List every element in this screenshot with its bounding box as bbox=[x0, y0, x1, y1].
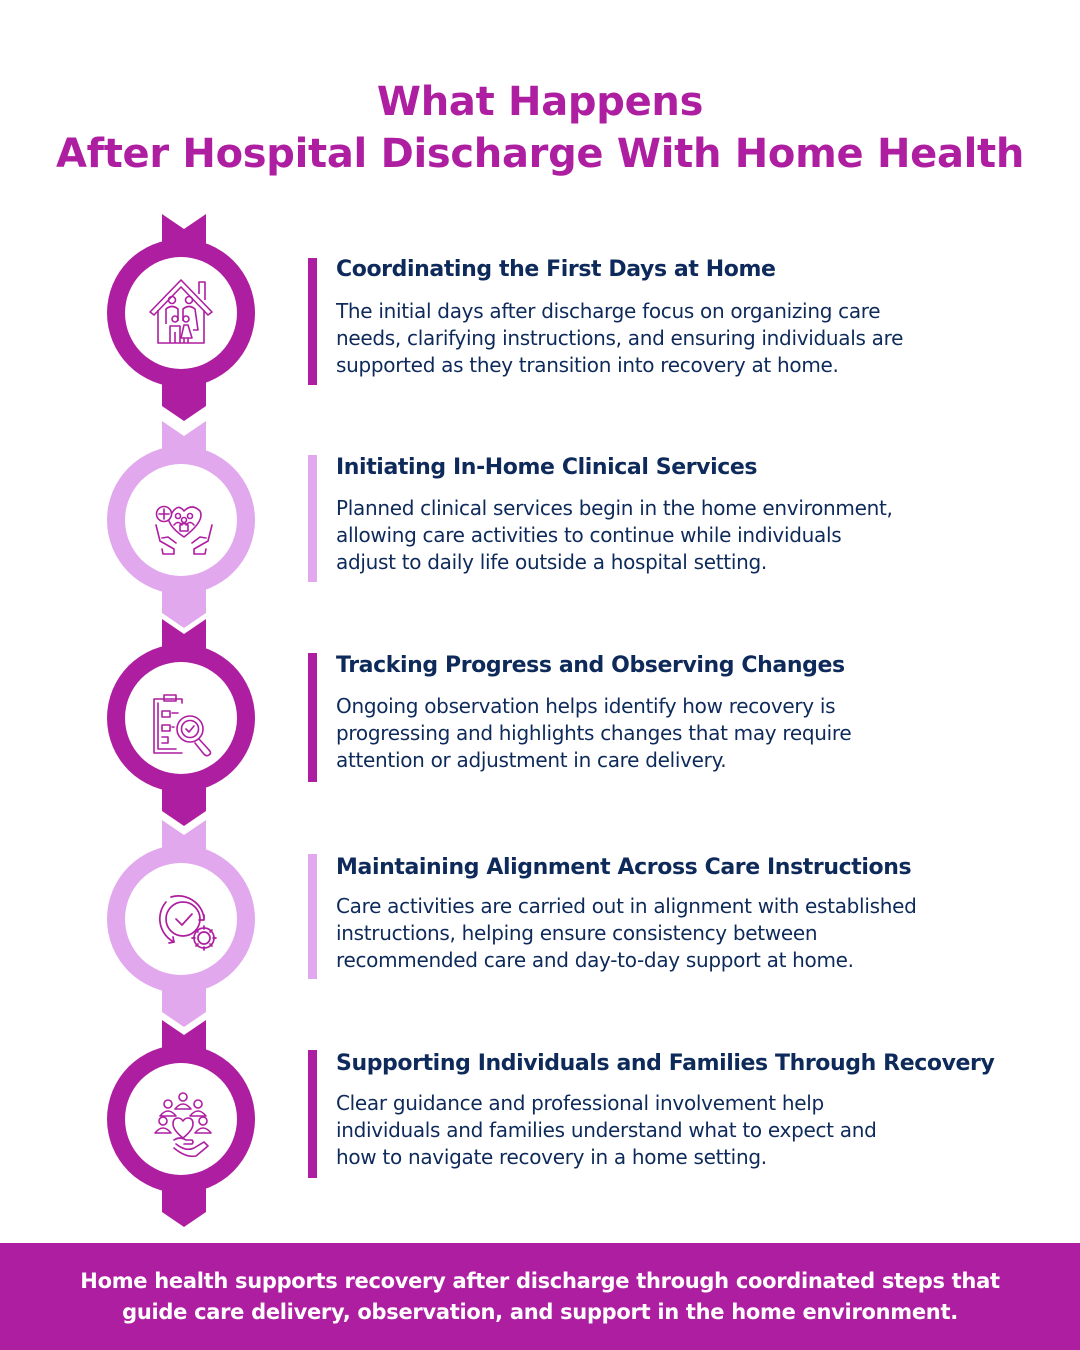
description-line: attention or adjustment in care delivery. bbox=[336, 748, 727, 772]
step-description bbox=[336, 298, 1016, 379]
step-accent-bar bbox=[308, 258, 317, 385]
step-heading: Supporting Individuals and Families Through Recovery bbox=[336, 1051, 995, 1076]
description-line: Clear guidance and professional involvement help bbox=[336, 1091, 824, 1115]
description-line: individuals and families understand what to expect and bbox=[336, 1118, 877, 1142]
step-heading: Maintaining Alignment Across Care Instructions bbox=[336, 855, 912, 880]
step-badge bbox=[106, 214, 256, 424]
step-heading: Initiating In-Home Clinical Services bbox=[336, 455, 758, 480]
description-line: Planned clinical services begin in the home environment, bbox=[336, 496, 893, 520]
description-line: needs, clarifying instructions, and ensuring individuals are bbox=[336, 326, 904, 350]
description-line: recommended care and day-to-day support at home. bbox=[336, 948, 854, 972]
step-description bbox=[336, 693, 1016, 774]
step-accent-bar bbox=[308, 653, 317, 782]
page-title bbox=[0, 76, 1080, 180]
step-accent-bar bbox=[308, 854, 317, 979]
step-description bbox=[336, 893, 1016, 974]
step-heading: Tracking Progress and Observing Changes bbox=[336, 653, 845, 678]
title-line-2: After Hospital Discharge With Home Health bbox=[55, 131, 1025, 177]
step-badge bbox=[106, 421, 256, 631]
step-badge bbox=[106, 820, 256, 1030]
description-line: supported as they transition into recovery at home. bbox=[336, 353, 839, 377]
description-line: adjust to daily life outside a hospital setting. bbox=[336, 550, 767, 574]
description-line: progressing and highlights changes that may require bbox=[336, 721, 852, 745]
summary-line-1: Home health supports recovery after discharge through coordinated steps that bbox=[80, 1269, 1000, 1293]
title-line-1: What Happens bbox=[376, 79, 704, 125]
step-accent-bar bbox=[308, 455, 317, 582]
step-accent-bar bbox=[308, 1050, 317, 1178]
description-line: instructions, helping ensure consistency between bbox=[336, 921, 818, 945]
step-heading: Coordinating the First Days at Home bbox=[336, 257, 776, 282]
summary-banner bbox=[0, 1243, 1080, 1350]
description-line: how to navigate recovery in a home setting. bbox=[336, 1145, 767, 1169]
step-description bbox=[336, 495, 1016, 576]
step-badge bbox=[106, 1020, 256, 1230]
description-line: Care activities are carried out in alignment with established bbox=[336, 894, 917, 918]
step-badge bbox=[106, 619, 256, 829]
summary-line-2: guide care delivery, observation, and support in the home environment. bbox=[122, 1300, 958, 1324]
description-line: Ongoing observation helps identify how recovery is bbox=[336, 694, 836, 718]
description-line: allowing care activities to continue while individuals bbox=[336, 523, 842, 547]
description-line: The initial days after discharge focus on organizing care bbox=[336, 299, 881, 323]
step-description bbox=[336, 1090, 1016, 1171]
